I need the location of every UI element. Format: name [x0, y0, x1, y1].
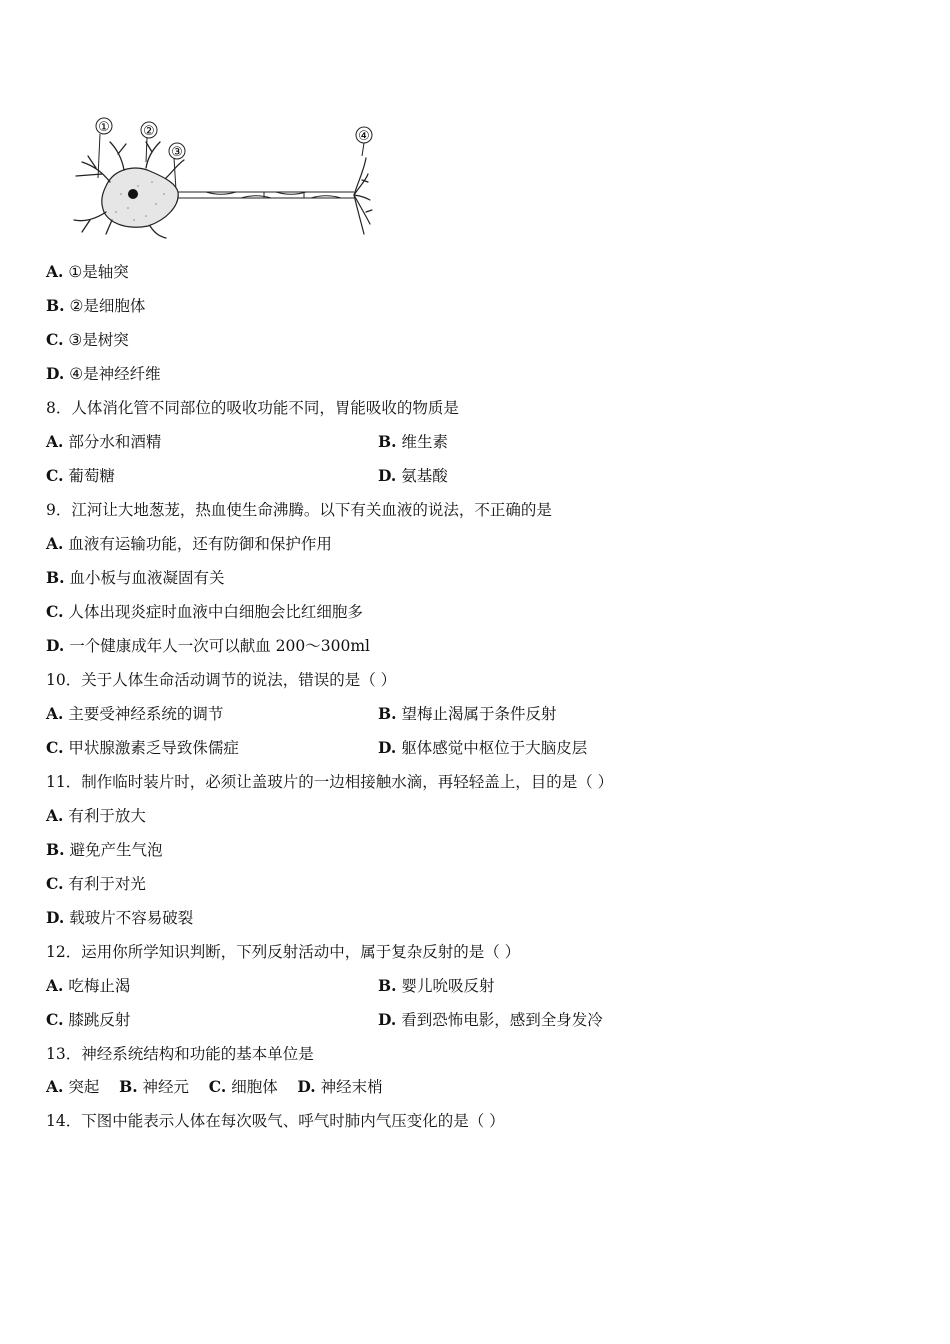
q12-option-b: B. 婴儿吮吸反射: [378, 976, 495, 995]
q9-option-a: A. 血液有运输功能，还有防御和保护作用: [46, 534, 332, 553]
q8-option-b: B. 维生素: [378, 432, 448, 451]
q10-option-d: D. 躯体感觉中枢位于大脑皮层: [378, 738, 588, 757]
q9-stem: 9．江河让大地葱茏，热血使生命沸腾。以下有关血液的说法，不正确的是: [46, 501, 552, 519]
q7-option-a: A. ①是轴突: [46, 262, 129, 281]
label-3: ③: [171, 145, 183, 160]
q11-option-a: A. 有利于放大: [46, 806, 146, 825]
q9-option-d: D. 一个健康成年人一次可以献血 200～300ml: [46, 636, 370, 655]
q12-stem: 12．运用你所学知识判断，下列反射活动中，属于复杂反射的是（ ）: [46, 943, 521, 961]
q7-option-d: D. ④是神经纤维: [46, 364, 161, 383]
q8-option-d: D. 氨基酸: [378, 466, 448, 485]
neuron-diagram: [66, 116, 386, 240]
q12-option-c: C. 膝跳反射: [46, 1010, 131, 1029]
q13-options-inline: A. 突起 B. 神经元 C. 细胞体 D. 神经末梢: [46, 1077, 383, 1096]
q11-option-c: C. 有利于对光: [46, 874, 146, 893]
label-4: ④: [358, 129, 370, 144]
q11-option-b: B. 避免产生气泡: [46, 840, 163, 859]
q9-option-c: C. 人体出现炎症时血液中白细胞会比红细胞多: [46, 602, 363, 621]
q10-option-c: C. 甲状腺激素乏导致侏儒症: [46, 738, 239, 757]
q10-option-b: B. 望梅止渴属于条件反射: [378, 704, 557, 723]
nucleus: [128, 189, 138, 199]
q7-option-b: B. ②是细胞体: [46, 296, 146, 315]
q14-stem: 14．下图中能表示人体在每次吸气、呼气时肺内气压变化的是（ ）: [46, 1112, 505, 1130]
q8-option-c: C. 葡萄糖: [46, 466, 115, 485]
q12-option-d: D. 看到恐怖电影，感到全身发冷: [378, 1010, 603, 1029]
q10-option-a: A. 主要受神经系统的调节: [46, 704, 224, 723]
q9-option-b: B. 血小板与血液凝固有关: [46, 568, 225, 587]
q8-stem: 8．人体消化管不同部位的吸收功能不同，胃能吸收的物质是: [46, 399, 459, 417]
q13-stem: 13．神经系统结构和功能的基本单位是: [46, 1045, 314, 1063]
q11-option-d: D. 载玻片不容易破裂: [46, 908, 194, 927]
label-2: ②: [143, 124, 155, 139]
q8-option-a: A. 部分水和酒精: [46, 432, 162, 451]
q10-stem: 10．关于人体生命活动调节的说法，错误的是（ ）: [46, 671, 397, 689]
label-1: ①: [98, 120, 110, 135]
q11-stem: 11．制作临时装片时，必须让盖玻片的一边相接触水滴，再轻轻盖上，目的是（ ）: [46, 773, 614, 791]
q7-option-c: C. ③是树突: [46, 330, 129, 349]
q12-option-a: A. 吃梅止渴: [46, 976, 131, 995]
